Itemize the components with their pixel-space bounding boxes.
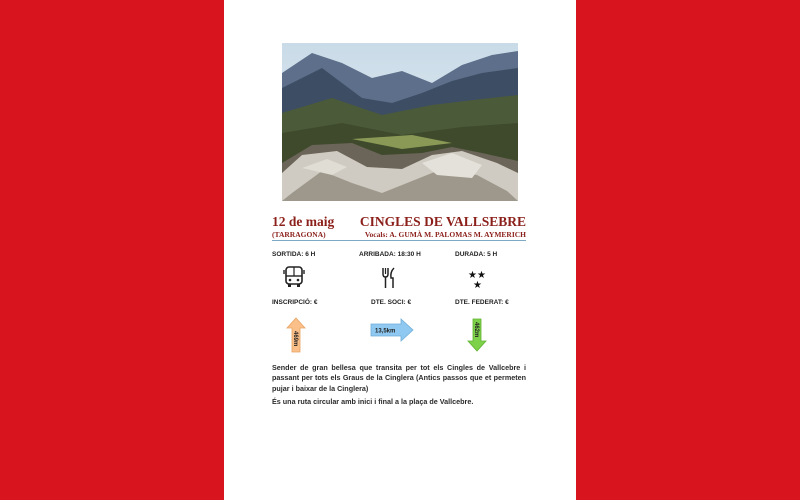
- event-region: (TARRAGONA): [272, 230, 326, 239]
- divider: [272, 240, 526, 241]
- ascent-label: 469m: [292, 331, 298, 347]
- inscripcio-label: INSCRIPCIÓ: €: [272, 299, 318, 306]
- fork-knife-icon: [380, 267, 398, 294]
- descent-arrow: [467, 318, 487, 357]
- dte-federat-label: DTE. FEDERAT: €: [455, 299, 509, 306]
- route-description: Sender de gran bellesa que transita per tot els Cingles de Vallcebre i passant per tots els Graus de la Cinglera (Antics passos que et permeten pujar i baixar de la Cinglera): [272, 363, 526, 393]
- event-flyer: [224, 0, 576, 500]
- landscape-photo: [282, 43, 518, 201]
- event-vocals: Vocals: A. GUMÀ M. PALOMAS M. AYMERICH: [364, 230, 526, 239]
- event-title: CINGLES DE VALLSEBRE: [359, 214, 526, 229]
- descent-label: 462m: [473, 322, 479, 338]
- dte-soci-label: DTE. SOCI: €: [371, 299, 412, 306]
- route-summary: És una ruta circular amb inici i final a la plaça de Vallcebre.: [272, 397, 474, 406]
- bus-icon: [283, 265, 305, 294]
- distance-label: 13,5km: [375, 328, 396, 335]
- stars-icon: [468, 269, 490, 294]
- arribada-label: ARRIBADA: 18:30 H: [359, 251, 421, 258]
- svg-text:★: ★: [473, 280, 482, 289]
- distance-arrow: [370, 318, 414, 347]
- durada-label: DURADA: 5 H: [455, 251, 498, 258]
- ascent-arrow: [286, 317, 306, 358]
- event-date: 12 de maig: [272, 214, 335, 229]
- sortida-label: SORTIDA: 6 H: [272, 251, 316, 258]
- svg-text:★★: ★★: [468, 270, 486, 281]
